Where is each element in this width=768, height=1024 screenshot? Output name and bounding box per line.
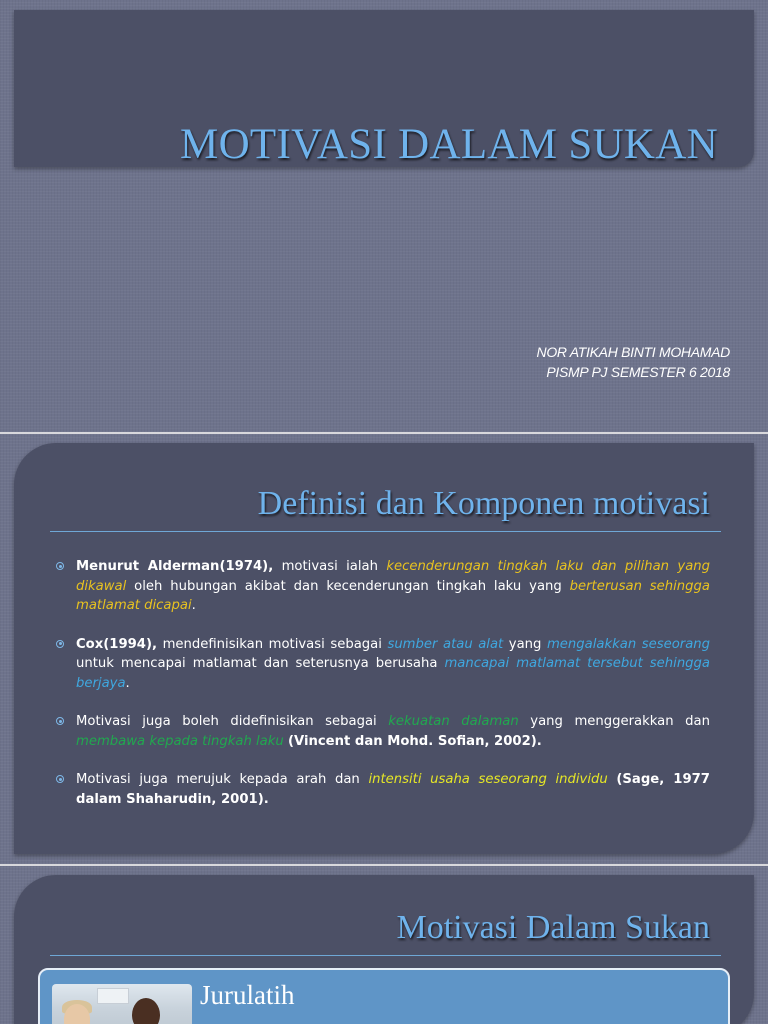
bullet-text: yang bbox=[503, 636, 547, 652]
bullet-icon bbox=[56, 640, 64, 648]
bullet-icon bbox=[56, 775, 64, 783]
heading-rule bbox=[50, 955, 721, 956]
bullet-text: Motivasi juga boleh didefinisikan sebagai bbox=[76, 714, 389, 729]
slide-heading: Definisi dan Komponen motivasi bbox=[257, 485, 710, 522]
bullet-icon bbox=[56, 562, 64, 570]
bullet-text: berterusan sehingga matlamat dicapai bbox=[76, 578, 710, 613]
bullet-text: intensiti usaha seseorang individu bbox=[368, 772, 608, 787]
bullet-text: Cox(1994), bbox=[76, 636, 158, 652]
course-info: PISMP PJ SEMESTER 6 2018 bbox=[546, 364, 730, 380]
bullet-item bbox=[56, 557, 710, 616]
box-heading: Jurulatih bbox=[200, 980, 295, 1010]
bullet-text: oleh hubungan akibat dan kecenderungan tingkah laku yang bbox=[126, 578, 570, 594]
bullet-text: untuk mencapai matlamat dan seterusnya berusaha bbox=[76, 656, 445, 671]
bullet-list bbox=[56, 557, 710, 828]
slide-definition bbox=[0, 434, 768, 864]
person-face bbox=[132, 998, 160, 1024]
slide-motivation-in-sport bbox=[0, 866, 768, 1024]
bullet-text: . bbox=[191, 598, 196, 613]
heading-rule bbox=[50, 531, 721, 532]
bullet-item bbox=[56, 635, 710, 694]
bullet-text: mancapai matlamat tersebut sehingga berjaya bbox=[76, 656, 710, 691]
bullet-text: motivasi ialah bbox=[273, 559, 387, 574]
title-panel bbox=[14, 10, 754, 167]
bullet-text: Menurut Alderman(1974), bbox=[76, 559, 274, 574]
bullet-text: mendefinisikan motivasi sebagai bbox=[157, 636, 388, 652]
coach-box bbox=[38, 968, 730, 1024]
bullet-item bbox=[56, 770, 710, 809]
bullet-text: . bbox=[125, 675, 130, 691]
author-name: NOR ATIKAH BINTI MOHAMAD bbox=[536, 344, 730, 360]
bullet-item bbox=[56, 712, 710, 751]
slide-heading: Motivasi Dalam Sukan bbox=[396, 909, 710, 946]
content-panel bbox=[14, 875, 754, 1024]
content-panel bbox=[14, 443, 754, 854]
bullet-text: Motivasi juga merujuk kepada arah dan bbox=[76, 772, 369, 787]
coach-photo bbox=[52, 984, 192, 1024]
main-title: MOTIVASI DALAM SUKAN bbox=[180, 121, 718, 168]
photo-background bbox=[97, 988, 129, 1004]
bullet-text: membawa kepada tingkah laku bbox=[76, 733, 284, 749]
bullet-icon bbox=[56, 717, 64, 725]
slide-title bbox=[0, 0, 768, 432]
bullet-text: yang menggerakkan dan bbox=[518, 714, 710, 729]
bullet-text: kekuatan dalaman bbox=[388, 714, 519, 729]
bullet-text: kecenderungan tingkah laku dan pilihan yang dikawal bbox=[76, 559, 710, 594]
bullet-text: mengalakkan seseorang bbox=[546, 636, 710, 652]
bullet-text: sumber atau alat bbox=[387, 636, 504, 652]
bullet-text: (Sage, 1977 dalam Shaharudin, 2001). bbox=[76, 772, 710, 807]
bullet-text: (Vincent dan Mohd. Sofian, 2002). bbox=[287, 733, 542, 749]
